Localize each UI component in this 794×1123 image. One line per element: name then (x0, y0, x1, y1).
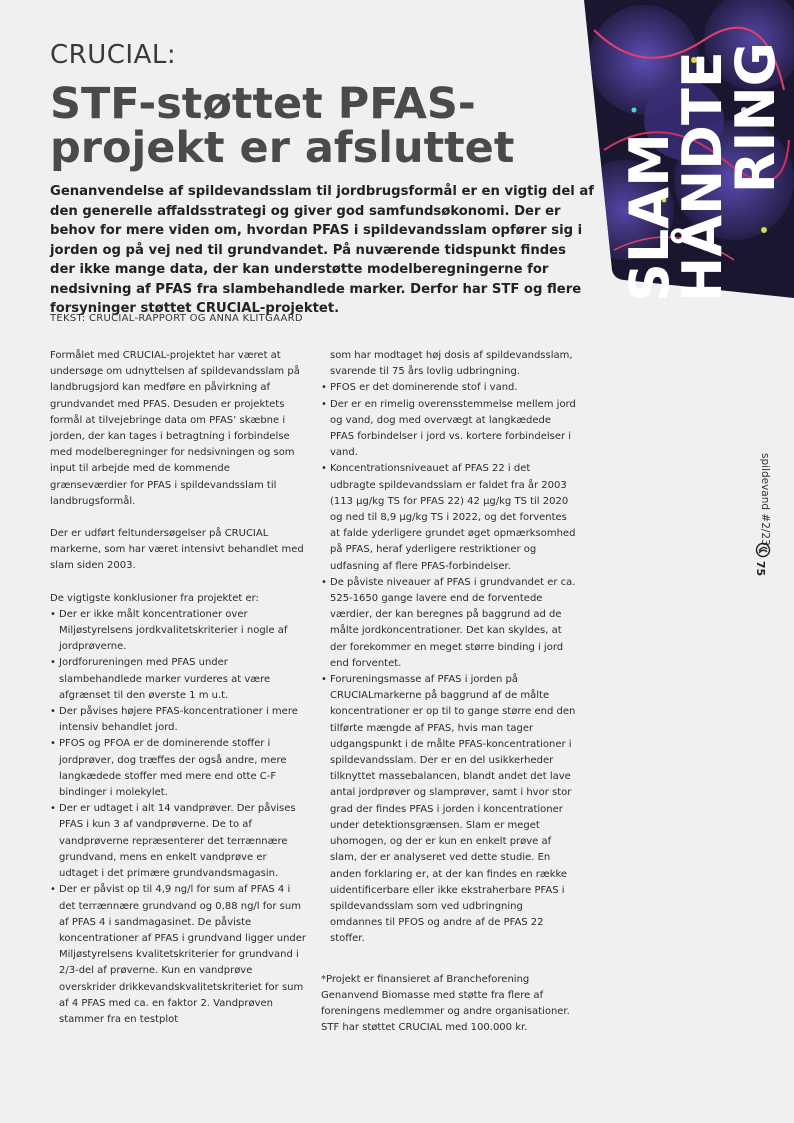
article-headline: STF-støttet PFAS-projekt er afsluttet (50, 79, 515, 173)
banner-title (618, 40, 788, 302)
page-number: 75 (754, 560, 768, 577)
text-column-left (50, 348, 308, 1044)
list-item: • PFOS er det dominerende stof i vand. (321, 380, 577, 396)
conclusion-list-continued (321, 380, 577, 947)
list-item: • De påviste niveauer af PFAS i grundvandet er ca. 525-1650 gange lavere end de forventede værdier, der kan beregnes på baggrund ad de målte jordkoncentrationer. Det kan skyldes, at der forekommer en meget større binding i jord end forventet. (321, 575, 577, 672)
list-item: • Der påvises højere PFAS-koncentrationer i mere intensiv behandlet jord. (50, 704, 308, 736)
paragraph: De vigtigste konklusioner fra projektet er: (50, 592, 259, 604)
article-kicker: CRUCIAL: (50, 40, 177, 70)
paragraph-continuation: som har modtaget høj dosis af spildevandsslam, svarende til 75 års lovlig udbringning. (330, 350, 573, 378)
paragraph: Der er udført feltundersøgelser på CRUCIAL markerne, som har været intensivt behandlet med slam siden 2003. (50, 528, 304, 572)
page-margin-info (750, 450, 780, 590)
article-byline: TEKST: CRUCIAL-RAPPORT OG ANNA KLITGAARD (50, 313, 303, 324)
banner-word-1: SLAM (618, 133, 681, 302)
banner-word-2: HÅNDTE (671, 51, 734, 302)
list-item: • PFOS og PFOA er de dominerende stoffer i jordprøver, dog træffes der også andre, mere langkædede stoffer med mere end otte C-F bindinger i molekylet. (50, 736, 308, 801)
magazine-issue: spildevand #2/23 (759, 453, 771, 546)
conclusion-list (50, 607, 308, 1028)
list-item: • Forureningsmasse af PFAS i jorden på CRUCIALmarkerne på baggrund af de målte koncentrationer er op til to gange større end den tilførte mængde af PFAS, hvis man tager udgangspunkt i de målte PFAS-koncentrationer i spildevandsslam. Der er en del usikkerheder tilknyttet massebalancen, blandt andet det lave antal jordprøver og slamprøver, samt i hvor stor grad der findes PFAS i jorden i koncentrationer under detektionsgrænsen. Slam er meget uhomogen, og der er kun en enkelt prøve af slam, der er analyseret ved dette studie. En anden forklaring er, at der kan findes en række uidentificerbare eller ikke ekstraherbare PFAS i spildevandsslam som ved udbringning omdannes til PFOS og andre af de PFAS 22 stoffer. (321, 672, 577, 947)
list-item: • Koncentrationsniveauet af PFAS 22 i det udbragte spildevandsslam er faldet fra år 2003 (113 µg/kg TS for PFAS 22) 42 µg/kg TS til 2020 og ned til 8,9 µg/kg TS i 2022, og det forventes at falde yderligere grundet øget opmærksomhed på PFAS, heraf yderligere restriktioner og udfasning af flere PFAS-forbindelser. (321, 461, 577, 574)
paragraph: Formålet med CRUCIAL-projektet har været at undersøge om udnyttelsen af spildevandsslam på landbrugsjord kan medføre en påvirkning af grundvandet med PFAS. Desuden er projektets formål at tilvejebringe data om PFAS’ skæbne i jorden, der kan tages i betragtning i forbindelse med modelberegninger for nedsivningen og som input til arbejde med de kommende grænseværdier for PFAS i spildevandsslam til landbrugsformål. (50, 350, 300, 507)
footnote: *Projekt er finansieret af Brancheforening Genanvend Biomasse med støtte fra flere af foreningens medlemmer og andre organisationer. STF har støttet CRUCIAL med 100.000 kr. (321, 973, 570, 1034)
text-column-right (321, 348, 577, 1052)
list-item: • Der er en rimelig overensstemmelse mellem jord og vand, dog med overvægt at langkædede PFAS forbindelser i jord vs. kortere forbindelser i vand. (321, 397, 577, 462)
list-item: • Jordforureningen med PFAS under slambehandlede marker vurderes at være afgrænset til den øverste 1 m u.t. (50, 655, 308, 704)
magazine-logo-icon (755, 542, 771, 558)
list-item: • Der er ikke målt koncentrationer over Miljøstyrelsens jordkvalitetskriterier i nogle af jordprøverne. (50, 607, 308, 656)
list-item: • Der er udtaget i alt 14 vandprøver. Der påvises PFAS i kun 3 af vandprøverne. De to af vandprøverne repræsenterer det terrænnære grundvand, mens en enkelt vandprøve er udtaget i det primære grundvandsmagasin. (50, 801, 308, 882)
article-lead: Genanvendelse af spildevandsslam til jordbrugsformål er en vigtig del af den generelle affaldsstrategi og giver god samfundsøkonomi. Der er behov for mere viden om, hvordan PFAS i spildevandsslam opfører sig i jorden og på vej ned til grundvandet. På nuværende tidspunkt findes der ikke mange data, der kan understøtte modelberegningerne for nedsivning af PFAS fra slambehandlede marker. Derfor har STF og flere forsyninger støttet CRUCIAL-projektet. (50, 184, 595, 316)
banner-word-3: RING (724, 42, 787, 194)
list-item: • Der er påvist op til 4,9 ng/l for sum af PFAS 4 i det terrænnære grundvand og 0,88 ng/l for sum af PFAS 4 i sandmagasinet. De påviste koncentrationer af PFAS i grundvand ligger under Miljøstyrelsens kvalitetskriterier for grundvand i 2/3-del af prøverne. Kun en vandprøve overskrider drikkevandskvalitetskriteriet for sum af 4 PFAS med ca. en faktor 2. Vandprøven stammer fra en testplot (50, 882, 308, 1028)
